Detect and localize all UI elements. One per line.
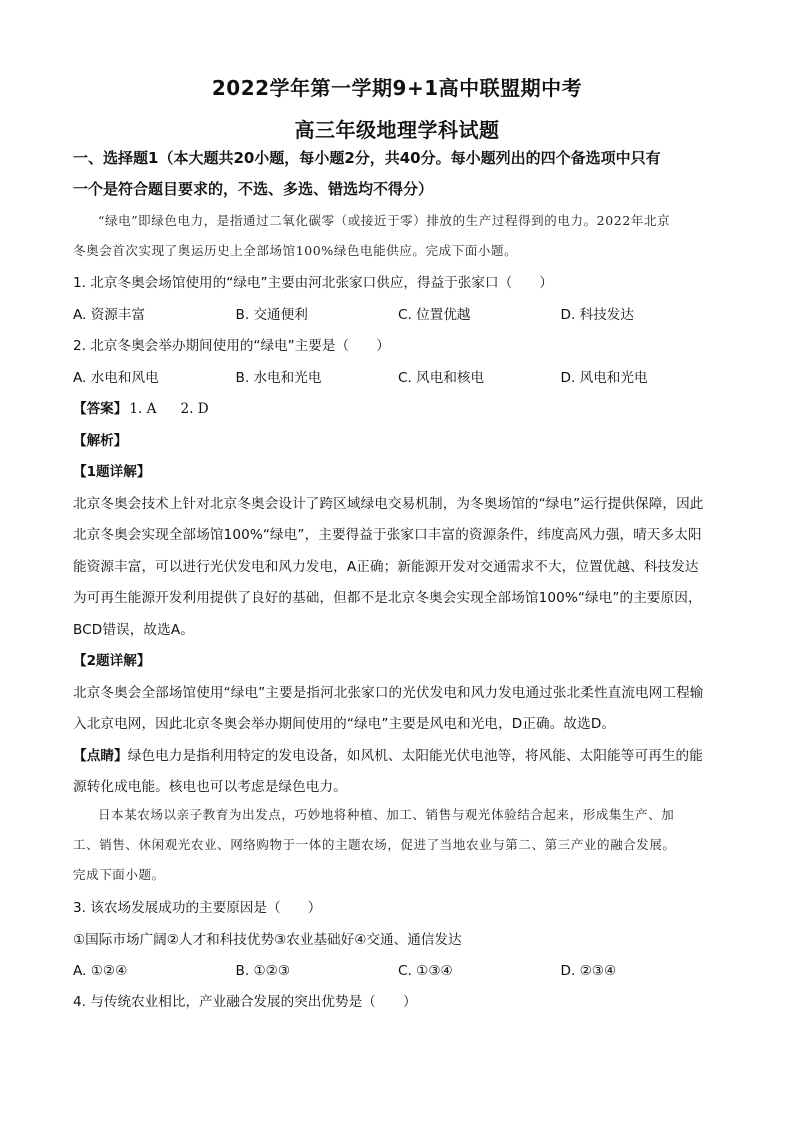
section-heading [73, 143, 723, 205]
detail-1-tag: 【1题详解】 [73, 464, 151, 480]
answer-2: 2. D [180, 401, 209, 417]
passage-2 [73, 800, 723, 890]
question-2 [73, 331, 723, 394]
question-3-options [73, 956, 723, 988]
tip-line: 源转化成电能。核电也可以考虑是绿色电力。 [73, 779, 347, 795]
option-d[interactable]: D. 科技发达 [560, 306, 634, 323]
option-b[interactable]: B. 交通便利 [235, 306, 308, 323]
tip-line [73, 741, 723, 773]
detail-1-line: 为可再生能源开发利用提供了良好的基础，但都不是北京冬奥会实现全部场馆100%“绿电”的主要原因， [73, 590, 702, 606]
detail-1-line: 北京冬奥会技术上针对北京冬奥会设计了跨区域绿电交易机制，为冬奥场馆的“绿电”运行提供保障，因此 [73, 495, 704, 512]
answer-1: 1. A [129, 401, 157, 417]
option-a[interactable]: A. ①②④ [73, 963, 128, 979]
answer-section [73, 394, 723, 804]
option-d[interactable]: D. 风电和光电 [560, 369, 648, 386]
passage-2-line-3: 完成下面小题。 [73, 867, 165, 882]
answer-tag: 【答案】 [73, 401, 128, 417]
option-a[interactable]: A. 资源丰富 [73, 306, 146, 323]
tip-text: 绿色电力是指利用特定的发电设备，如风机、太阳能光伏电池等，将风能、太阳能等可再生的能 [127, 747, 703, 764]
option-b[interactable]: B. ①②③ [235, 963, 291, 979]
question-1 [73, 268, 723, 331]
question-1-options [73, 300, 723, 332]
question-2-stem: 2. 北京冬奥会举办期间使用的“绿电”主要是（ ） [73, 338, 390, 354]
detail-1-line: BCD错误，故选A。 [73, 621, 194, 638]
exam-subtitle: 高三年级地理学科试题 [294, 118, 500, 142]
option-b[interactable]: B. 水电和光电 [235, 369, 322, 386]
analysis-tag: 【解析】 [73, 432, 128, 449]
question-3-choices: ①国际市场广阔②人才和科技优势③农业基础好④交通、通信发达 [73, 931, 462, 948]
detail-1-line: 能资源丰富，可以进行光伏发电和风力发电，A正确；新能源开发对交通需求不大，位置优越、科技发达 [73, 558, 699, 575]
option-c[interactable]: C. 风电和核电 [398, 369, 485, 386]
passage-2-line-1: 日本某农场以亲子教育为出发点，巧妙地将种植、加工、销售与观光体验结合起来，形成集生产、加 [98, 807, 675, 822]
option-a[interactable]: A. 水电和风电 [73, 369, 159, 386]
passage-1 [73, 206, 723, 266]
question-1-stem: 1. 北京冬奥会场馆使用的“绿电”主要由河北张家口供应，得益于张家口（ ） [73, 275, 553, 291]
passage-1-line-1: “绿电”即绿色电力，是指通过二氧化碳零（或接近于零）排放的生产过程得到的电力。2022年北京 [98, 213, 671, 228]
option-c[interactable]: C. ①③④ [398, 963, 453, 979]
exam-title: 2022学年第一学期9+1高中联盟期中考 [211, 76, 583, 100]
answer-line [73, 394, 723, 426]
detail-1-line: 北京冬奥会实现全部场馆100%“绿电”，主要得益于张家口丰富的资源条件，纬度高风力强，晴天多太阳 [73, 527, 702, 543]
question-3-stem: 3. 该农场发展成功的主要原因是（ ） [73, 900, 322, 916]
question-2-options [73, 363, 723, 395]
passage-2-line-2: 工、销售、休闲观光农业、网络购物于一体的主题农场，促进了当地农业与第二、第三产业的融合发展。 [73, 837, 676, 852]
detail-2-line: 北京冬奥会全部场馆使用“绿电”主要是指河北张家口的光伏发电和风力发电通过张北柔性直流电网工程输 [73, 684, 704, 701]
passage-1-line-2: 冬奥会首次实现了奥运历史上全部场馆100%绿色电能供应。完成下面小题。 [73, 243, 518, 258]
section-heading-line-1: 一、选择题1（本大题共20小题，每小题2分，共40分。每小题列出的四个备选项中只有 [73, 149, 661, 167]
question-4 [73, 987, 723, 1019]
question-3 [73, 893, 723, 988]
detail-2-tag: 【2题详解】 [73, 653, 151, 669]
tip-tag: 【点睛】 [73, 747, 128, 764]
option-c[interactable]: C. 位置优越 [398, 306, 471, 323]
option-d[interactable]: D. ②③④ [560, 963, 617, 979]
section-heading-line-2: 一个是符合题目要求的，不选、多选、错选均不得分） [73, 180, 434, 198]
question-4-stem: 4. 与传统农业相比，产业融合发展的突出优势是（ ） [73, 994, 417, 1010]
detail-2-line: 入北京电网，因此北京冬奥会举办期间使用的“绿电”主要是风电和光电，D正确。故选D。 [73, 716, 616, 732]
